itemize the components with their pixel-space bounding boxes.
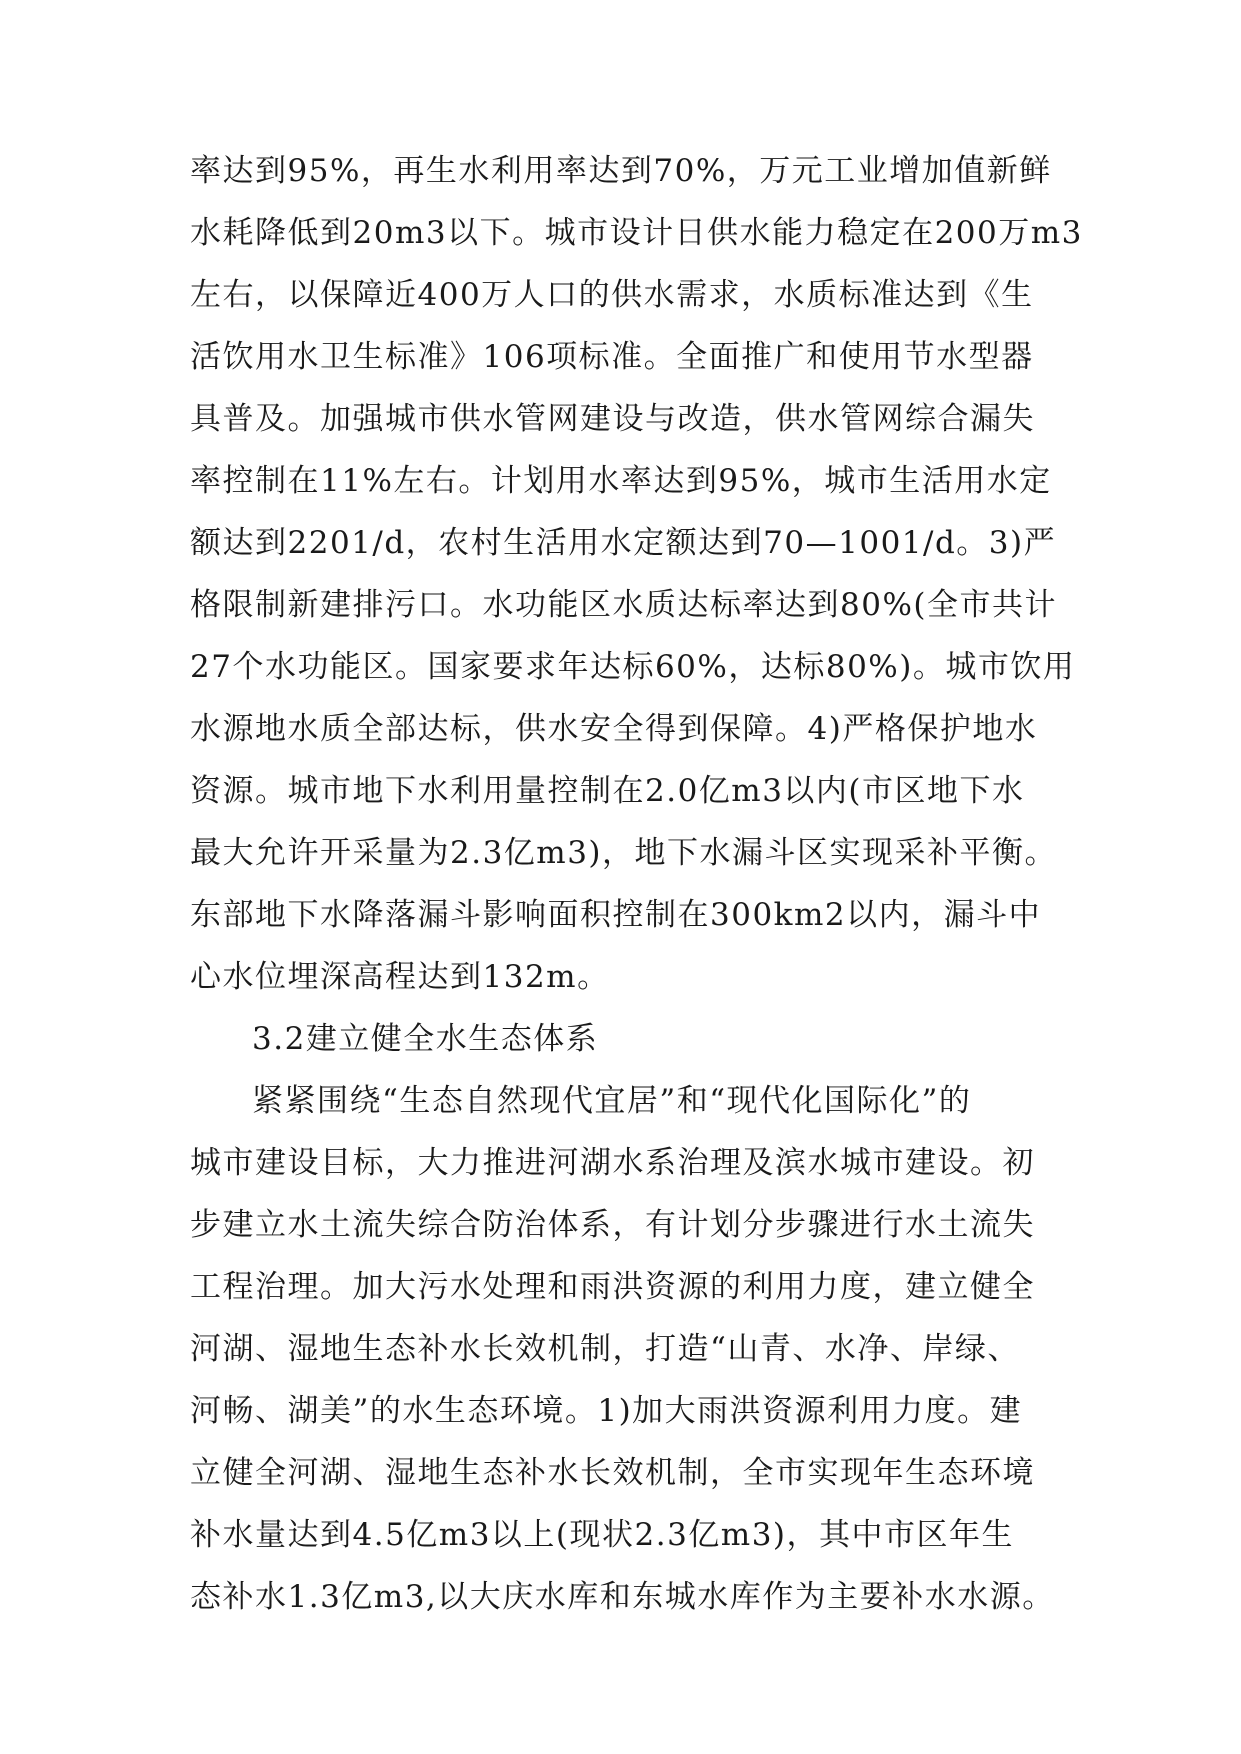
text-line-10: 水源地水质全部达标，供水安全得到保障。4)严格保护地水 — [190, 711, 1038, 747]
text-line-16: 紧紧围绕“生态自然现代宜居”和“现代化国际化”的 — [252, 1083, 972, 1119]
text-line-13: 东部地下水降落漏斗影响面积控制在300km2以内，漏斗中 — [190, 897, 1042, 933]
text-line-4: 活饮用水卫生标准》106项标准。全面推广和使用节水型器 — [190, 339, 1034, 375]
section-heading: 3.2建立健全水生态体系 — [252, 1021, 599, 1057]
text-line-17: 城市建设目标，大力推进河湖水系治理及滨水城市建设。初 — [190, 1145, 1035, 1181]
text-line-19: 工程治理。加大污水处理和雨洪资源的利用力度，建立健全 — [190, 1269, 1035, 1305]
text-line-9: 27个水功能区。国家要求年达标60%，达标80%)。城市饮用 — [190, 649, 1076, 685]
text-line-14: 心水位埋深高程达到132m。 — [190, 959, 610, 995]
text-line-5: 具普及。加强城市供水管网建设与改造，供水管网综合漏失 — [190, 401, 1035, 437]
text-line-23: 补水量达到4.5亿m3以上(现状2.3亿m3)，其中市区年生 — [190, 1517, 1015, 1553]
text-line-1: 率达到95%，再生水利用率达到70%，万元工业增加值新鲜 — [190, 153, 1052, 189]
text-line-20: 河湖、湿地生态补水长效机制，打造“山青、水净、岸绿、 — [190, 1331, 1020, 1367]
text-line-11: 资源。城市地下水利用量控制在2.0亿m3以内(市区地下水 — [190, 773, 1025, 809]
text-line-3: 左右，以保障近400万人口的供水需求，水质标准达到《生 — [190, 277, 1034, 313]
text-line-21: 河畅、湖美”的水生态环境。1)加大雨洪资源利用力度。建 — [190, 1393, 1023, 1429]
text-line-24: 态补水1.3亿m3,以大庆水库和东城水库作为主要补水水源。 — [190, 1579, 1055, 1615]
text-line-22: 立健全河湖、湿地生态补水长效机制，全市实现年生态环境 — [190, 1455, 1035, 1491]
text-line-12: 最大允许开采量为2.3亿m3)，地下水漏斗区实现采补平衡。 — [190, 835, 1058, 871]
text-line-6: 率控制在11%左右。计划用水率达到95%，城市生活用水定 — [190, 463, 1052, 499]
text-line-7: 额达到2201/d，农村生活用水定额达到70—1001/d。3)严 — [190, 525, 1057, 561]
text-line-18: 步建立水土流失综合防治体系，有计划分步骤进行水土流失 — [190, 1207, 1035, 1243]
text-line-8: 格限制新建排污口。水功能区水质达标率达到80%(全市共计 — [190, 587, 1057, 623]
text-line-2: 水耗降低到20m3以下。城市设计日供水能力稳定在200万m3 — [190, 215, 1083, 251]
